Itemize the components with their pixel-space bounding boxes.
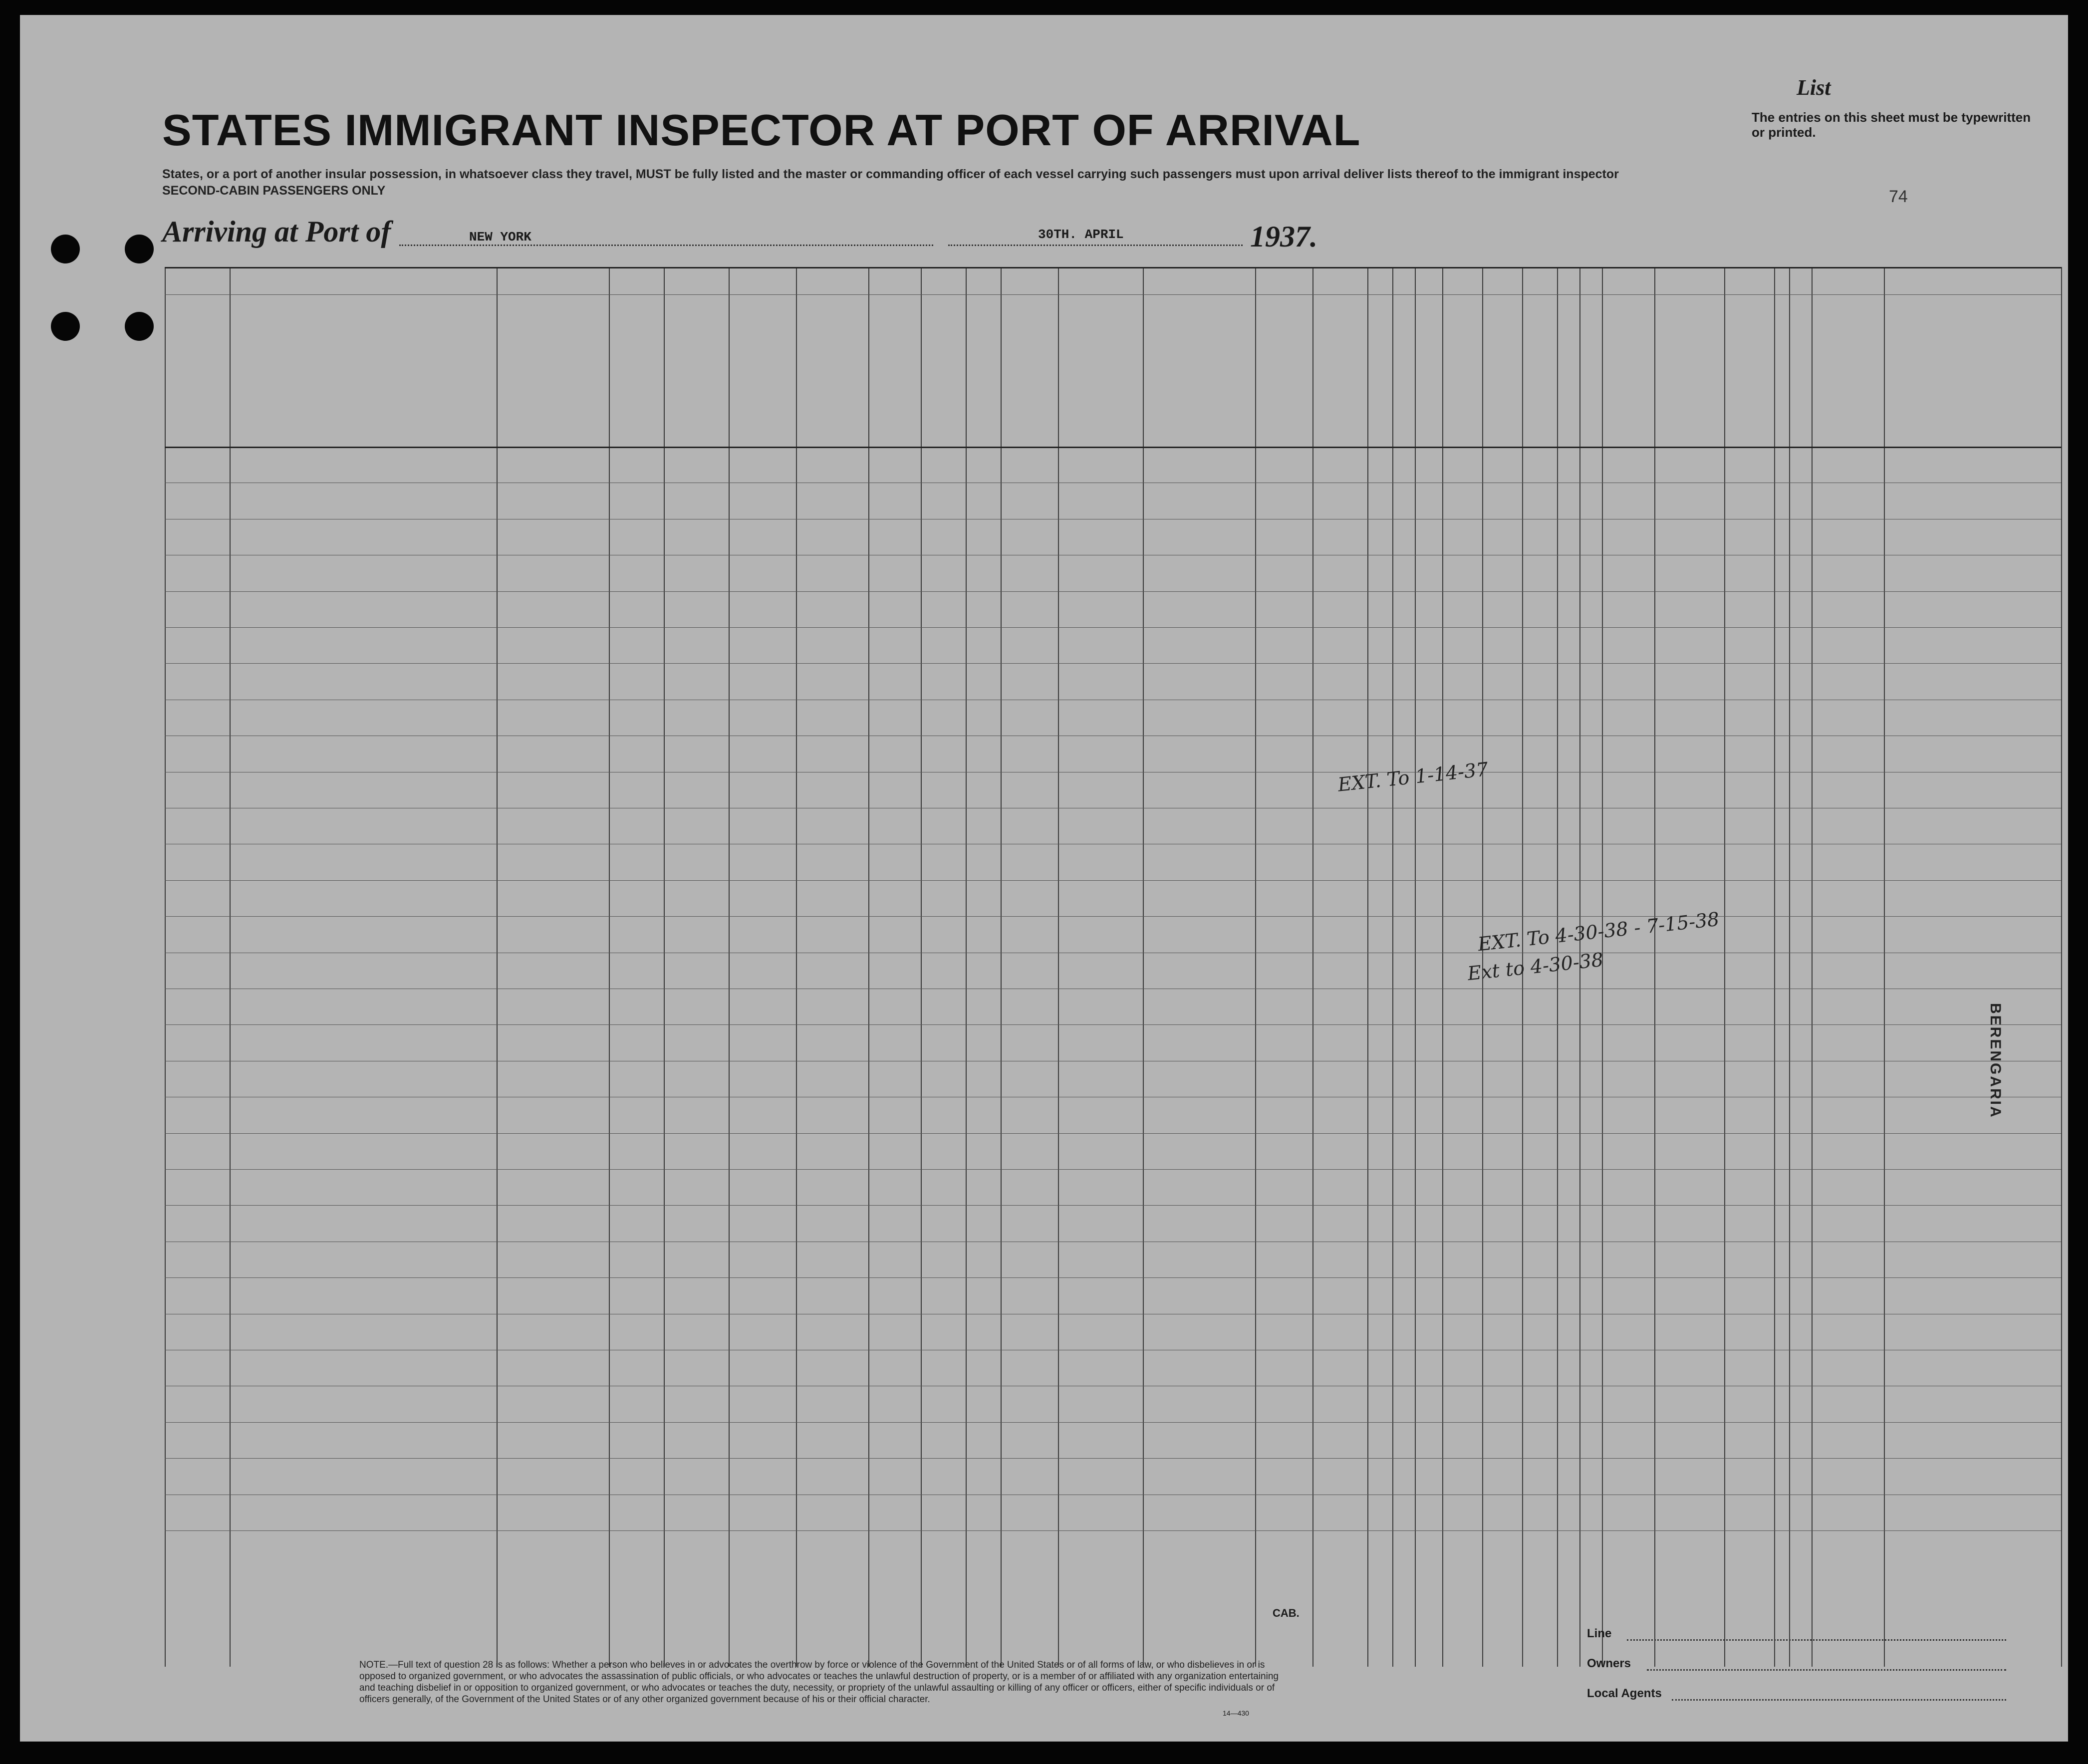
column-rule [1724,267,1725,1667]
binder-hole [51,235,80,263]
column-rule [966,267,967,1667]
year-value: 1937. [1250,220,1317,253]
column-rule [1789,267,1790,1667]
column-rule [921,267,922,1667]
binder-hole [125,312,154,341]
column-rule [1367,267,1368,1667]
header-rule [165,267,2061,268]
row-rule [165,627,2061,628]
owners-field [1647,1669,2006,1671]
column-rule [497,267,498,1667]
column-rule [796,267,797,1667]
cabin-class-mark: CAB. [1273,1607,1300,1619]
row-rule [165,1277,2061,1278]
binder-hole [51,312,80,341]
class-line: SECOND-CABIN PASSENGERS ONLY [162,184,386,198]
column-rule [729,267,730,1667]
row-rule [165,1024,2061,1025]
column-rule [165,267,166,1667]
row-rule [165,591,2061,592]
date-line [948,245,1243,246]
column-rule [609,267,610,1667]
column-rule [1884,267,1885,1667]
port-line [399,245,933,246]
row-rule [165,1133,2061,1134]
list-label: List [1797,75,1831,100]
binder-hole [125,235,154,263]
column-rule [1774,267,1775,1667]
list-note: The entries on this sheet must be typewritten or printed. [1752,110,2031,140]
port-value: NEW YORK [469,230,531,245]
row-rule [165,1169,2061,1170]
column-rule [1392,267,1393,1667]
local-agents-label: Local Agents [1587,1687,1662,1700]
row-rule [165,880,2061,881]
row-rule [165,916,2061,917]
column-rule [1812,267,1813,1667]
page-number: 74 [1889,187,1908,206]
owners-label: Owners [1587,1657,1631,1670]
row-rule [165,1205,2061,1206]
row-rule [165,1458,2061,1459]
row-rule [165,1530,2061,1531]
date-value: 30TH. APRIL [1038,227,1124,242]
column-rule [2061,267,2062,1667]
column-rule [1255,267,1256,1667]
line-label: Line [1587,1627,1612,1640]
arriving-label: Arriving at Port of [162,215,391,248]
page-subtitle: States, or a port of another insular possession, in whatsoever class they travel, MUST be fully listed and the master or commanding officer of each vessel carrying such passengers must upon arrival deliver lists thereof to the immigrant inspector [162,167,1619,181]
form-number: 14—430 [1223,1709,1249,1717]
column-rule [230,267,231,1667]
line-field [1627,1639,2006,1641]
header-rule [165,294,2061,295]
column-rule [1442,267,1443,1667]
column-rule [1312,267,1313,1667]
column-rule [1654,267,1655,1667]
column-rule [1058,267,1059,1667]
handwritten-extension: EXT. To 4-30-38 - 7-15-38 [1477,908,1721,956]
ship-stamp: BERENGARIA [1987,1003,2004,1119]
local-agents-field [1672,1699,2006,1701]
header-rule [165,447,2061,448]
manifest-sheet [20,15,2068,1742]
column-rule [868,267,869,1667]
row-rule [165,1422,2061,1423]
handwritten-extension: EXT. To 1-14-37 [1336,758,1490,796]
column-rule [1001,267,1002,1667]
column-rule [1415,267,1416,1667]
column-rule [664,267,665,1667]
row-rule [165,663,2061,664]
column-rule [1143,267,1144,1667]
footer-note: NOTE.—Full text of question 28 is as follows: Whether a person who believes in or advocates the overthrow by force or violence of the Government of the United States or of all forms of law, or who disbelieves in or is opposed to organized government, or who advocates the assassination of public officials, or who advocates or teaches the unlawful destruction of property, or is a member of or affiliated with any organization entertaining and teaching disbelief in or opposition to organized government, or who advocates or teaches the duty, necessity, or propriety of the unlawful assaulting or killing of any officer or officers, either of specific individuals or of officers generally, of the Government of the United States or of any other organized government because of his or their official character. [359,1660,1279,1705]
page-title: STATES IMMIGRANT INSPECTOR AT PORT OF ARRIVAL [162,105,1361,155]
handwritten-extension: Ext to 4-30-38 [1466,948,1604,985]
